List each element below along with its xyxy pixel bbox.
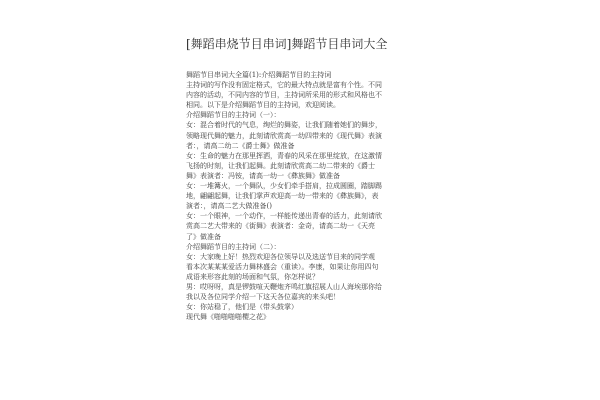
text-line: 女：大家晚上好！热烈欢迎各位领导以及选送节目来的同学观	[186, 252, 375, 261]
section-heading: 介绍舞蹈节目的主持词（一）：	[186, 111, 281, 120]
text-line: 赏高二艺大带来的《街舞》表演者：金奇，请高二幼一《天亮	[186, 222, 375, 231]
document-title: [舞蹈串烧节目串词]舞蹈节目串词大全	[186, 37, 388, 51]
text-line: 女：一个眼神，一个动作，一样能传递出青春的活力，此刻请欣	[186, 212, 382, 221]
text-line: 相同。以下是介绍舞蹈节目的主持词，欢迎阅读。	[186, 101, 340, 110]
text-line: 地，翩翩起舞，让我们掌声欢迎高一幼一带来的《彝族舞》，表	[186, 192, 379, 201]
text-line: 演者：，请高二艺大做准备()	[186, 202, 272, 211]
text-line: 女：一堆篝火，一个舞队，少女们牵手搭肩，拉成圆圈，踏脚踢	[186, 182, 382, 191]
text-line: 主持词的写作没有固定格式，它的最大特点就是富有个性。不同	[186, 81, 382, 90]
section-heading: 介绍舞蹈节目的主持词（二）：	[186, 242, 281, 251]
article-body	[186, 70, 422, 322]
text-line: 女：你站稳了，他们是（带头鼓掌）	[186, 303, 298, 312]
text-line: 舞蹈节目串词大全篇(1):介绍舞蹈节目的主持词	[186, 71, 332, 79]
text-line: 男：哎呀呀，真是锣鼓喧天鞭炮齐鸣红旗招展人山人海埃那你给	[186, 282, 382, 291]
text-line: 成语来形容此刻的场面和气氛，你怎样说？	[186, 272, 319, 281]
text-line: 我以及各位同学介绍一下这天各位嘉宾的来头吧！	[186, 293, 340, 302]
text-line: 看本次某某某爱活力舞林盛会（重读）。李康，如果让你用四句	[186, 262, 379, 271]
text-line: 飞扬的时刻，让我们起舞。此刻请欣赏高二幼二带来的《爵士	[186, 161, 375, 170]
text-line: 女：混合着时代的气息，绚烂的舞姿，让我们随着她们的舞步，	[186, 121, 382, 130]
text-line: 现代舞《啪啪啪啪樱之花》	[186, 313, 270, 322]
text-line: 内容的活动，不同内容的节目，主持词所采用的形式和风格也不	[186, 91, 382, 100]
text-line: 女：生命的魅力在那里挥洒，青春的风采在那里绽放，在这激情	[186, 151, 382, 160]
text-line: 领略现代舞的魅力，此刻请欣赏高一幼四带来的《现代舞》表演	[186, 131, 382, 140]
text-line: 了》做准备	[186, 232, 221, 241]
text-line: 舞》表演者：冯铵，请高一幼一《彝族舞》做准备	[186, 171, 340, 180]
text-line: 者：，请高二幼二《爵士舞》做准备	[186, 141, 295, 150]
